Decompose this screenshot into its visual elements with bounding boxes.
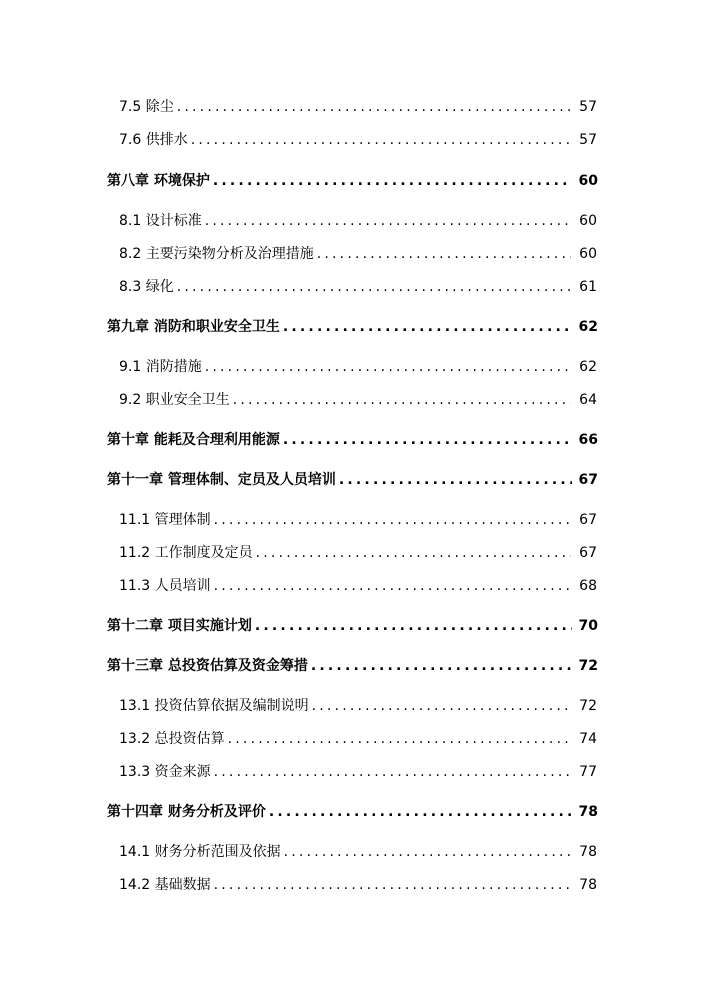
toc-entry-title: 9.1 消防措施 [119, 359, 202, 375]
toc-leader-dots [255, 618, 572, 634]
toc-entry-title: 9.2 职业安全卫生 [119, 392, 230, 408]
toc-entry-title: 8.3 绿化 [119, 279, 174, 295]
toc-entry-title: 13.1 投资估算依据及编制说明 [119, 698, 309, 714]
toc-leader-dots [214, 764, 571, 780]
toc-entry-page: 77 [579, 764, 597, 780]
toc-leader-dots [228, 731, 571, 747]
toc-entry-9-1[interactable] [119, 356, 597, 376]
toc-entry-chapter-9[interactable] [107, 316, 598, 336]
toc-entry-title: 第十章 能耗及合理利用能源 [107, 432, 280, 448]
toc-entry-title: 14.2 基础数据 [119, 877, 211, 893]
toc-entry-title: 第十三章 总投资估算及资金筹措 [107, 658, 308, 674]
toc-entry-13-2[interactable] [119, 728, 597, 748]
toc-entry-title: 13.2 总投资估算 [119, 731, 225, 747]
toc-leader-dots [311, 658, 572, 674]
toc-entry-title: 8.1 设计标准 [119, 213, 202, 229]
toc-entry-title: 7.5 除尘 [119, 99, 174, 115]
toc-entry-page: 72 [579, 698, 597, 714]
toc-entry-13-3[interactable] [119, 761, 597, 781]
toc-entry-title: 8.2 主要污染物分析及治理措施 [119, 246, 314, 262]
toc-entry-8-3[interactable] [119, 276, 597, 296]
toc-leader-dots [214, 512, 571, 528]
toc-entry-chapter-12[interactable] [107, 615, 598, 635]
toc-entry-page: 74 [579, 731, 597, 747]
toc-entry-page: 62 [578, 319, 598, 335]
toc-entry-8-1[interactable] [119, 210, 597, 230]
toc-leader-dots [269, 804, 572, 820]
toc-leader-dots [312, 698, 571, 714]
toc-entry-page: 78 [579, 844, 597, 860]
toc-entry-chapter-8[interactable] [107, 170, 598, 190]
toc-leader-dots [214, 877, 571, 893]
toc-leader-dots [284, 844, 571, 860]
toc-entry-chapter-13[interactable] [107, 655, 598, 675]
toc-entry-title: 第十一章 管理体制、定员及人员培训 [107, 472, 336, 488]
toc-entry-7-6[interactable] [119, 129, 597, 149]
toc-entry-title: 第十四章 财务分析及评价 [107, 804, 266, 820]
toc-entry-page: 70 [578, 618, 598, 634]
toc-leader-dots [177, 279, 571, 295]
toc-entry-page: 62 [579, 359, 597, 375]
toc-entry-chapter-14[interactable] [107, 801, 598, 821]
toc-entry-9-2[interactable] [119, 389, 597, 409]
toc-leader-dots [283, 432, 572, 448]
toc-entry-title: 14.1 财务分析范围及依据 [119, 844, 281, 860]
toc-entry-page: 78 [578, 804, 598, 820]
toc-entry-title: 11.1 管理体制 [119, 512, 211, 528]
toc-entry-chapter-10[interactable] [107, 429, 598, 449]
toc-entry-page: 60 [579, 213, 597, 229]
toc-entry-title: 7.6 供排水 [119, 132, 188, 148]
toc-entry-page: 60 [578, 173, 598, 189]
toc-entry-chapter-11[interactable] [107, 469, 598, 489]
toc-leader-dots [233, 392, 571, 408]
toc-entry-page: 72 [578, 658, 598, 674]
toc-entry-page: 67 [579, 512, 597, 528]
toc-entry-title: 第九章 消防和职业安全卫生 [107, 319, 280, 335]
toc-entry-page: 67 [578, 472, 598, 488]
toc-leader-dots [317, 246, 571, 262]
toc-entry-11-1[interactable] [119, 509, 597, 529]
toc-leader-dots [205, 213, 571, 229]
toc-entry-page: 68 [579, 578, 597, 594]
toc-entry-page: 67 [579, 545, 597, 561]
toc-entry-page: 60 [579, 246, 597, 262]
toc-entry-title: 11.3 人员培训 [119, 578, 211, 594]
toc-leader-dots [214, 578, 571, 594]
toc-entry-page: 57 [579, 132, 597, 148]
toc-leader-dots [283, 319, 572, 335]
toc-leader-dots [213, 173, 572, 189]
toc-entry-7-5[interactable] [119, 96, 597, 116]
toc-leader-dots [339, 472, 572, 488]
toc-leader-dots [205, 359, 571, 375]
toc-entry-title: 13.3 资金来源 [119, 764, 211, 780]
toc-entry-8-2[interactable] [119, 243, 597, 263]
toc-entry-page: 66 [578, 432, 598, 448]
toc-leader-dots [177, 99, 571, 115]
toc-entry-page: 57 [579, 99, 597, 115]
toc-entry-page: 64 [579, 392, 597, 408]
toc-entry-page: 61 [579, 279, 597, 295]
toc-entry-14-1[interactable] [119, 841, 597, 861]
toc-entry-title: 第十二章 项目实施计划 [107, 618, 252, 634]
toc-leader-dots [191, 132, 571, 148]
toc-entry-page: 78 [579, 877, 597, 893]
toc-entry-11-3[interactable] [119, 575, 597, 595]
toc-entry-11-2[interactable] [119, 542, 597, 562]
toc-entry-14-2[interactable] [119, 874, 597, 894]
toc-entry-title: 11.2 工作制度及定员 [119, 545, 253, 561]
toc-leader-dots [256, 545, 571, 561]
toc-entry-13-1[interactable] [119, 695, 597, 715]
toc-entry-title: 第八章 环境保护 [107, 173, 210, 189]
